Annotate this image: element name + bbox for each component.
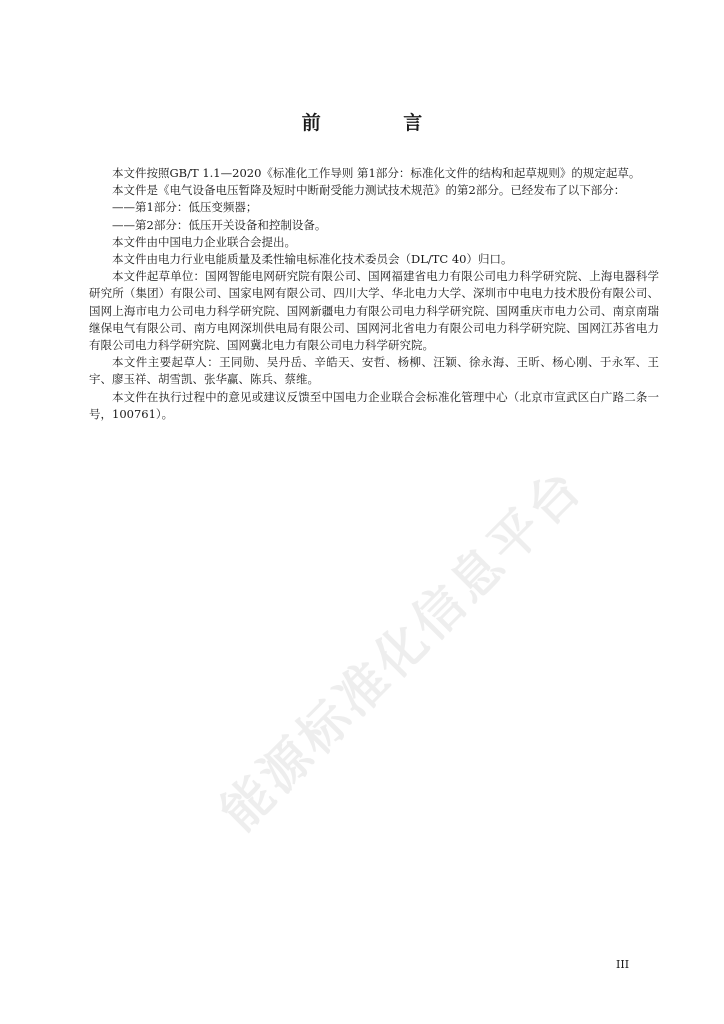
list-item-part-1: ——第1部分：低压变频器； — [112, 200, 258, 215]
page-number: III — [616, 958, 630, 971]
paragraph-proposer: 本文件由中国电力企业联合会提出。 — [112, 234, 296, 249]
paragraph-drafting-units: 本文件起草单位：国网智能电网研究院有限公司、国网福建省电力有限公司电力科学研究院、上海电器科学研究所（集团）有限公司、国家电网有限公司、四川大学、华北电力大学、深圳市中电电力技术股份有限公司、国网上海市电力公司电力科学研究院、国网新疆电力有限公司电力科学研究院、国网重庆市电力公司、南京南瑞继保电气有限公司、南方电网深圳供电局有限公司、国网河北省电力有限公司电力科学研究院、国网江苏省电力有限公司电力科学研究院、国网冀北电力有限公司电力科学研究院。 — [89, 269, 659, 353]
paragraph-feedback: 本文件在执行过程中的意见或建议反馈至中国电力企业联合会标准化管理中心（北京市宣武区白广路二条一号，100761）。 — [89, 389, 659, 421]
paragraph-committee: 本文件由电力行业电能质量及柔性输电标准化技术委员会（DL/TC 40）归口。 — [112, 252, 513, 267]
paragraph-drafters: 本文件主要起草人：王同勋、吴丹岳、辛皓天、安哲、杨柳、汪颖、徐永海、王昕、杨心刚、于永军、王宇、廖玉祥、胡雪凯、张华赢、陈兵、蔡维。 — [89, 355, 659, 387]
paragraph-part-description: 本文件是《电气设备电压暂降及短时中断耐受能力测试技术规范》的第2部分。已经发布了以下部分： — [112, 183, 626, 198]
watermark-text: 能源标准化信息平台 — [209, 457, 595, 842]
paragraph-drafting-rules: 本文件按照GB/T 1.1—2020《标准化工作导则 第1部分：标准化文件的结构和起草规则》的规定起草。 — [112, 166, 641, 180]
page-title: 前 言 — [301, 112, 461, 134]
document-body — [89, 165, 659, 423]
list-item-part-2: ——第2部分：低压开关设备和控制设备。 — [112, 217, 327, 232]
